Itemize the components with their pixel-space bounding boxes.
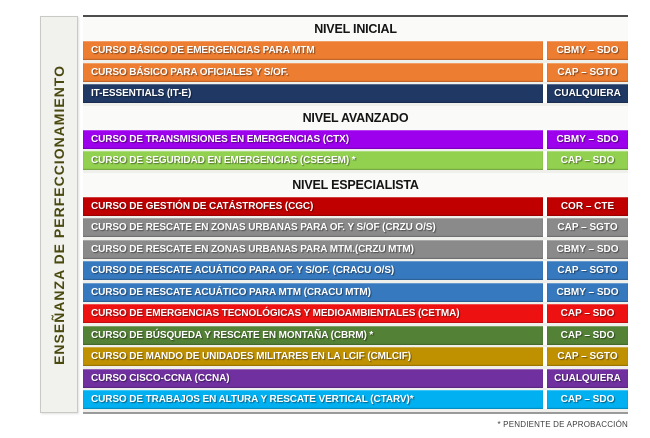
course-name-bar: CURSO DE SEGURIDAD EN EMERGENCIAS (CSEGEM) * xyxy=(83,151,543,170)
level-header: NIVEL AVANZADO xyxy=(83,106,628,130)
rank-cell: CUALQUIERA xyxy=(547,84,628,103)
course-row xyxy=(83,390,628,409)
course-name-bar: CURSO DE TRANSMISIONES EN EMERGENCIAS (CTX) xyxy=(83,130,543,149)
footnote: * PENDIENTE DE APROBACCIÓN xyxy=(497,420,628,429)
rank-cell: CUALQUIERA xyxy=(547,369,628,388)
course-name-bar: CURSO BÁSICO PARA OFICIALES Y S/OF. xyxy=(83,63,543,82)
rank-cell: CAP – SDO xyxy=(547,304,628,323)
course-row xyxy=(83,151,628,170)
course-name-bar: CURSO DE MANDO DE UNIDADES MILITARES EN LA LCIF (CMLCIF) xyxy=(83,347,543,366)
rank-cell: CBMY – SDO xyxy=(547,240,628,259)
rank-cell: CAP – SDO xyxy=(547,326,628,345)
course-name-bar: CURSO DE TRABAJOS EN ALTURA Y RESCATE VERTICAL (CTARV)* xyxy=(83,390,543,409)
sidebar-title: ENSEÑANZA DE PERFECCIONAMIENTO xyxy=(51,64,67,365)
level-header: NIVEL ESPECIALISTA xyxy=(83,173,628,197)
course-row xyxy=(83,261,628,280)
course-name-bar: CURSO DE RESCATE ACUÁTICO PARA MTM (CRACU MTM) xyxy=(83,283,543,302)
course-row xyxy=(83,197,628,216)
course-row xyxy=(83,84,628,103)
course-name-bar: CURSO DE RESCATE ACUÁTICO PARA OF. Y S/OF. (CRACU O/S) xyxy=(83,261,543,280)
level-header: NIVEL INICIAL xyxy=(83,17,628,41)
rank-cell: CBMY – SDO xyxy=(547,41,628,60)
course-row xyxy=(83,326,628,345)
rank-cell: CAP – SGTO xyxy=(547,63,628,82)
course-row xyxy=(83,63,628,82)
rank-cell: CAP – SGTO xyxy=(547,261,628,280)
rank-cell: CBMY – SDO xyxy=(547,283,628,302)
rank-cell: CAP – SGTO xyxy=(547,218,628,237)
course-row xyxy=(83,304,628,323)
course-row xyxy=(83,130,628,149)
course-row xyxy=(83,240,628,259)
rank-cell: CBMY – SDO xyxy=(547,130,628,149)
rank-cell: CAP – SGTO xyxy=(547,347,628,366)
course-row xyxy=(83,283,628,302)
course-name-bar: CURSO DE BÚSQUEDA Y RESCATE EN MONTAÑA (CBRM) * xyxy=(83,326,543,345)
course-table xyxy=(83,15,628,414)
rank-cell: CAP – SDO xyxy=(547,151,628,170)
course-row xyxy=(83,369,628,388)
course-name-bar: CURSO DE RESCATE EN ZONAS URBANAS PARA OF. Y S/OF (CRZU O/S) xyxy=(83,218,543,237)
course-row xyxy=(83,218,628,237)
rank-cell: CAP – SDO xyxy=(547,390,628,409)
course-name-bar: CURSO DE RESCATE EN ZONAS URBANAS PARA MTM.(CRZU MTM) xyxy=(83,240,543,259)
course-name-bar: IT-ESSENTIALS (IT-E) xyxy=(83,84,543,103)
course-row xyxy=(83,41,628,60)
course-row xyxy=(83,347,628,366)
course-name-bar: CURSO DE GESTIÓN DE CATÁSTROFES (CGC) xyxy=(83,197,543,216)
course-name-bar: CURSO BÁSICO DE EMERGENCIAS PARA MTM xyxy=(83,41,543,60)
course-name-bar: CURSO DE EMERGENCIAS TECNOLÓGICAS Y MEDIOAMBIENTALES (CETMA) xyxy=(83,304,543,323)
rank-cell: COR – CTE xyxy=(547,197,628,216)
course-name-bar: CURSO CISCO-CCNA (CCNA) xyxy=(83,369,543,388)
sidebar xyxy=(40,16,78,413)
